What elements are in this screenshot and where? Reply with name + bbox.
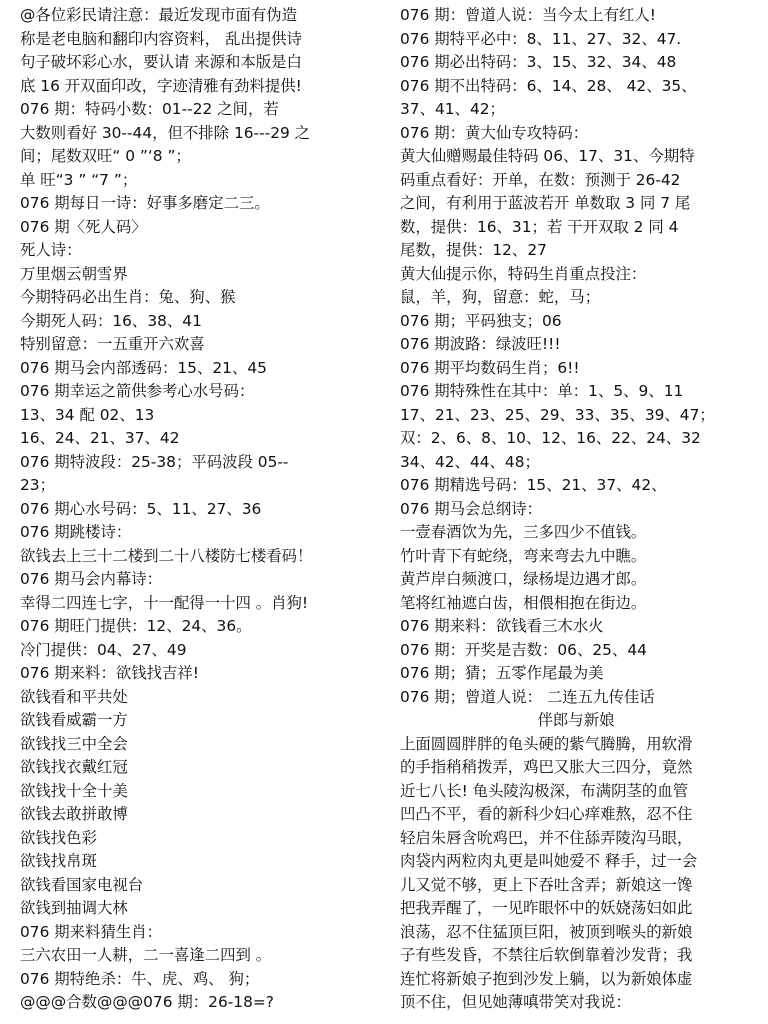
text-line: 076 期旺门提供：12、24、36。 bbox=[20, 617, 252, 635]
text-line: 076 期特殊性在其中：单：1、5、9、11 bbox=[400, 382, 684, 400]
text-line: 欲钱到抽调大林 bbox=[20, 899, 128, 917]
text-line: 34、42、44、48； bbox=[400, 452, 540, 471]
story-line: 浪荡，忍不住猛顶巨阳，被顶到喉头的新娘 bbox=[400, 922, 693, 941]
text-line: 黄芦岸白频渡口，绿杨堤边遇才郎。 bbox=[400, 570, 647, 588]
text-line: 076 期跳楼诗： bbox=[20, 523, 132, 541]
text-line: 076 期幸运之箭供参考心水号码： bbox=[20, 382, 255, 400]
story-line: 儿又觉不够，更上下吞吐含弄；新娘这一馋 bbox=[400, 875, 693, 894]
text-line: 076 期必出特码：3、15、32、34、48 bbox=[400, 53, 677, 71]
story-line: 顶不住，但见她薄嗔带笑对我说： bbox=[400, 993, 631, 1011]
text-line: 欲钱找三中全会 bbox=[20, 734, 128, 753]
text-line: 076 期特绝杀：牛、虎、鸡、 狗； bbox=[20, 969, 260, 988]
text-line: 三六农田一人耕，二一喜逢二四到 。 bbox=[20, 946, 272, 964]
text-line: 076 期马会总纲诗： bbox=[400, 499, 543, 518]
text-line: 076 期特波段：25-38；平码波段 05-- bbox=[20, 452, 289, 471]
text-line: 万里烟云朝雪界 bbox=[20, 264, 128, 283]
text-line: 23； bbox=[20, 476, 55, 494]
text-line: 称是老电脑和翻印内容资料， 乱出提供诗 bbox=[20, 29, 302, 48]
text-line: 16、24、21、37、42 bbox=[20, 429, 180, 447]
text-line: 句子破坏彩心水，要认请 来源和本版是白 bbox=[20, 53, 302, 71]
text-line: 076 期：开奖是吉数：06、25、44 bbox=[400, 640, 647, 659]
text-line: 37、41、42； bbox=[400, 100, 505, 118]
text-line: 幸得二四连七字，十一配得一十四 。肖狗! bbox=[20, 593, 309, 612]
text-line: 单 旺“3 ” “7 ”； bbox=[20, 170, 138, 189]
story-line: 连忙将新娘子抱到沙发上躺，以为新娘体虚 bbox=[400, 969, 693, 988]
right-column bbox=[400, 4, 752, 1015]
text-line: 竹叶青下有蛇绕，弯来弯去九中瞧。 bbox=[400, 546, 647, 565]
story-line: 凹凸不平，看的新科少妇心痒难熬，忍不住 bbox=[400, 805, 693, 823]
text-line: 076 期：特码小数：01--22 之间，若 bbox=[20, 100, 279, 118]
text-line: 076 期〈死人码〉 bbox=[20, 217, 147, 236]
text-line: 鼠，羊，狗，留意：蛇，马； bbox=[400, 288, 601, 306]
text-line: 076 期不出特码：6、14、28、 42、35、 bbox=[400, 76, 697, 95]
story-line: 上面圆圆胖胖的龟头硬的紫气腾腾，用软滑 bbox=[400, 734, 693, 753]
text-line: 076 期来料：欲钱看三木水火 bbox=[400, 617, 604, 635]
text-line: 死人诗： bbox=[20, 241, 82, 259]
text-line: 076 期：曾道人说：当今太上有红人! bbox=[400, 6, 656, 24]
text-line: 076 期：黄大仙专攻特码： bbox=[400, 123, 589, 142]
text-line: 17、21、23、25、29、33、35、39、47； bbox=[400, 405, 715, 424]
story-line: 的手指稍稍拨弄，鸡巴又胀大三四分，竟然 bbox=[400, 758, 693, 776]
text-line: 076 期来料：欲钱找吉祥! bbox=[20, 664, 199, 682]
text-line: 076 期心水号码：5、11、27、36 bbox=[20, 499, 262, 518]
text-line: 076 期；猜；五零作尾最为美 bbox=[400, 664, 604, 682]
text-line: 076 期每日一诗：好事多磨定二三。 bbox=[20, 194, 270, 212]
text-line: 欲钱找帛斑 bbox=[20, 852, 97, 870]
story-line: 肉袋内两粒肉丸更是叫她爱不 释手，过一会 bbox=[400, 852, 698, 870]
text-line: 之间，有利用于蓝波若开 单数取 3 同 7 尾 bbox=[400, 194, 691, 212]
text-line: 黄大仙提示你，特码生肖重点投注： bbox=[400, 264, 647, 283]
text-line: 大数则看好 30--44，但不排除 16---29 之 bbox=[20, 123, 311, 142]
text-line: @@@合数@@@076 期：26-18=? bbox=[20, 993, 274, 1011]
left-column bbox=[20, 4, 372, 1015]
text-line: 欲钱看威霸一方 bbox=[20, 711, 128, 729]
story-title: 伴郎与新娘 bbox=[537, 711, 615, 729]
text-line: 黄大仙赠赐最佳特码 06、17、31、今期特 bbox=[400, 147, 695, 165]
text-line: 尾数，提供：12、27 bbox=[400, 241, 547, 259]
text-line: 一壹春酒饮为先，三多四少不值钱。 bbox=[400, 523, 647, 541]
text-line: 076 期马会内部透码：15、21、45 bbox=[20, 358, 267, 377]
story-line: 轻启朱唇含吮鸡巴，并不住舔弄陵沟马眼， bbox=[400, 828, 693, 847]
text-line: 间；尾数双旺“ 0 ”‘8 ”； bbox=[20, 147, 191, 165]
text-line: 076 期马会内幕诗： bbox=[20, 570, 163, 588]
text-line: 076 期来料猜生肖： bbox=[20, 922, 163, 941]
text-line: 笔将红袖遮白齿，相偎相抱在街边。 bbox=[400, 593, 647, 612]
text-line: 欲钱看和平共处 bbox=[20, 687, 128, 706]
story-line: 把我弄醒了，一见昨眼怀中的妖娆荡妇如此 bbox=[400, 899, 693, 917]
text-line: 今期特码必出生肖：兔、狗、猴 bbox=[20, 288, 236, 306]
text-line: 欲钱找色彩 bbox=[20, 828, 97, 847]
text-line: 冷门提供：04、27、49 bbox=[20, 640, 187, 659]
story-line: 近七八长! 龟头陵沟极深，布满阴茎的血管 bbox=[400, 781, 689, 800]
text-line: 076 期平均数码生肖；6!! bbox=[400, 358, 580, 377]
story-line: 子有些发昏，不禁往后软倒靠着沙发背；我 bbox=[400, 946, 693, 964]
text-line: 数，提供：16、31；若 干开双取 2 同 4 bbox=[400, 217, 679, 236]
text-line: @各位彩民请注意：最近发现市面有伪造 bbox=[20, 6, 298, 24]
text-line: 076 期特平必中：8、11、27、32、47. bbox=[400, 29, 682, 48]
text-line: 欲钱看国家电视台 bbox=[20, 875, 144, 894]
text-line: 底 16 开双面印改，字迹清雅有劲料提供! bbox=[20, 76, 302, 95]
text-line: 欲钱找衣戴红冠 bbox=[20, 758, 128, 776]
text-line: 076 期波路：绿波旺!!! bbox=[400, 335, 561, 353]
text-line: 076 期；平码独支；06 bbox=[400, 311, 562, 330]
text-line: 13、34 配 02、13 bbox=[20, 405, 155, 424]
text-line: 欲钱去敢拼敢博 bbox=[20, 805, 128, 823]
text-line: 076 期；曾道人说： 二连五九传佳话 bbox=[400, 687, 655, 706]
text-line: 特别留意：一五重开六欢喜 bbox=[20, 335, 205, 353]
text-line: 双：2、6、8、10、12、16、22、24、32 bbox=[400, 429, 701, 447]
text-line: 今期死人码：16、38、41 bbox=[20, 311, 202, 330]
text-line: 欲钱去上三十二楼到二十八楼防七楼看码！ bbox=[20, 546, 313, 565]
text-line: 076 期精选号码：15、21、37、42、 bbox=[400, 476, 667, 494]
text-line: 码重点看好：开单，在数：预测于 26-42 bbox=[400, 170, 681, 189]
text-line: 欲钱找十全十美 bbox=[20, 781, 128, 800]
